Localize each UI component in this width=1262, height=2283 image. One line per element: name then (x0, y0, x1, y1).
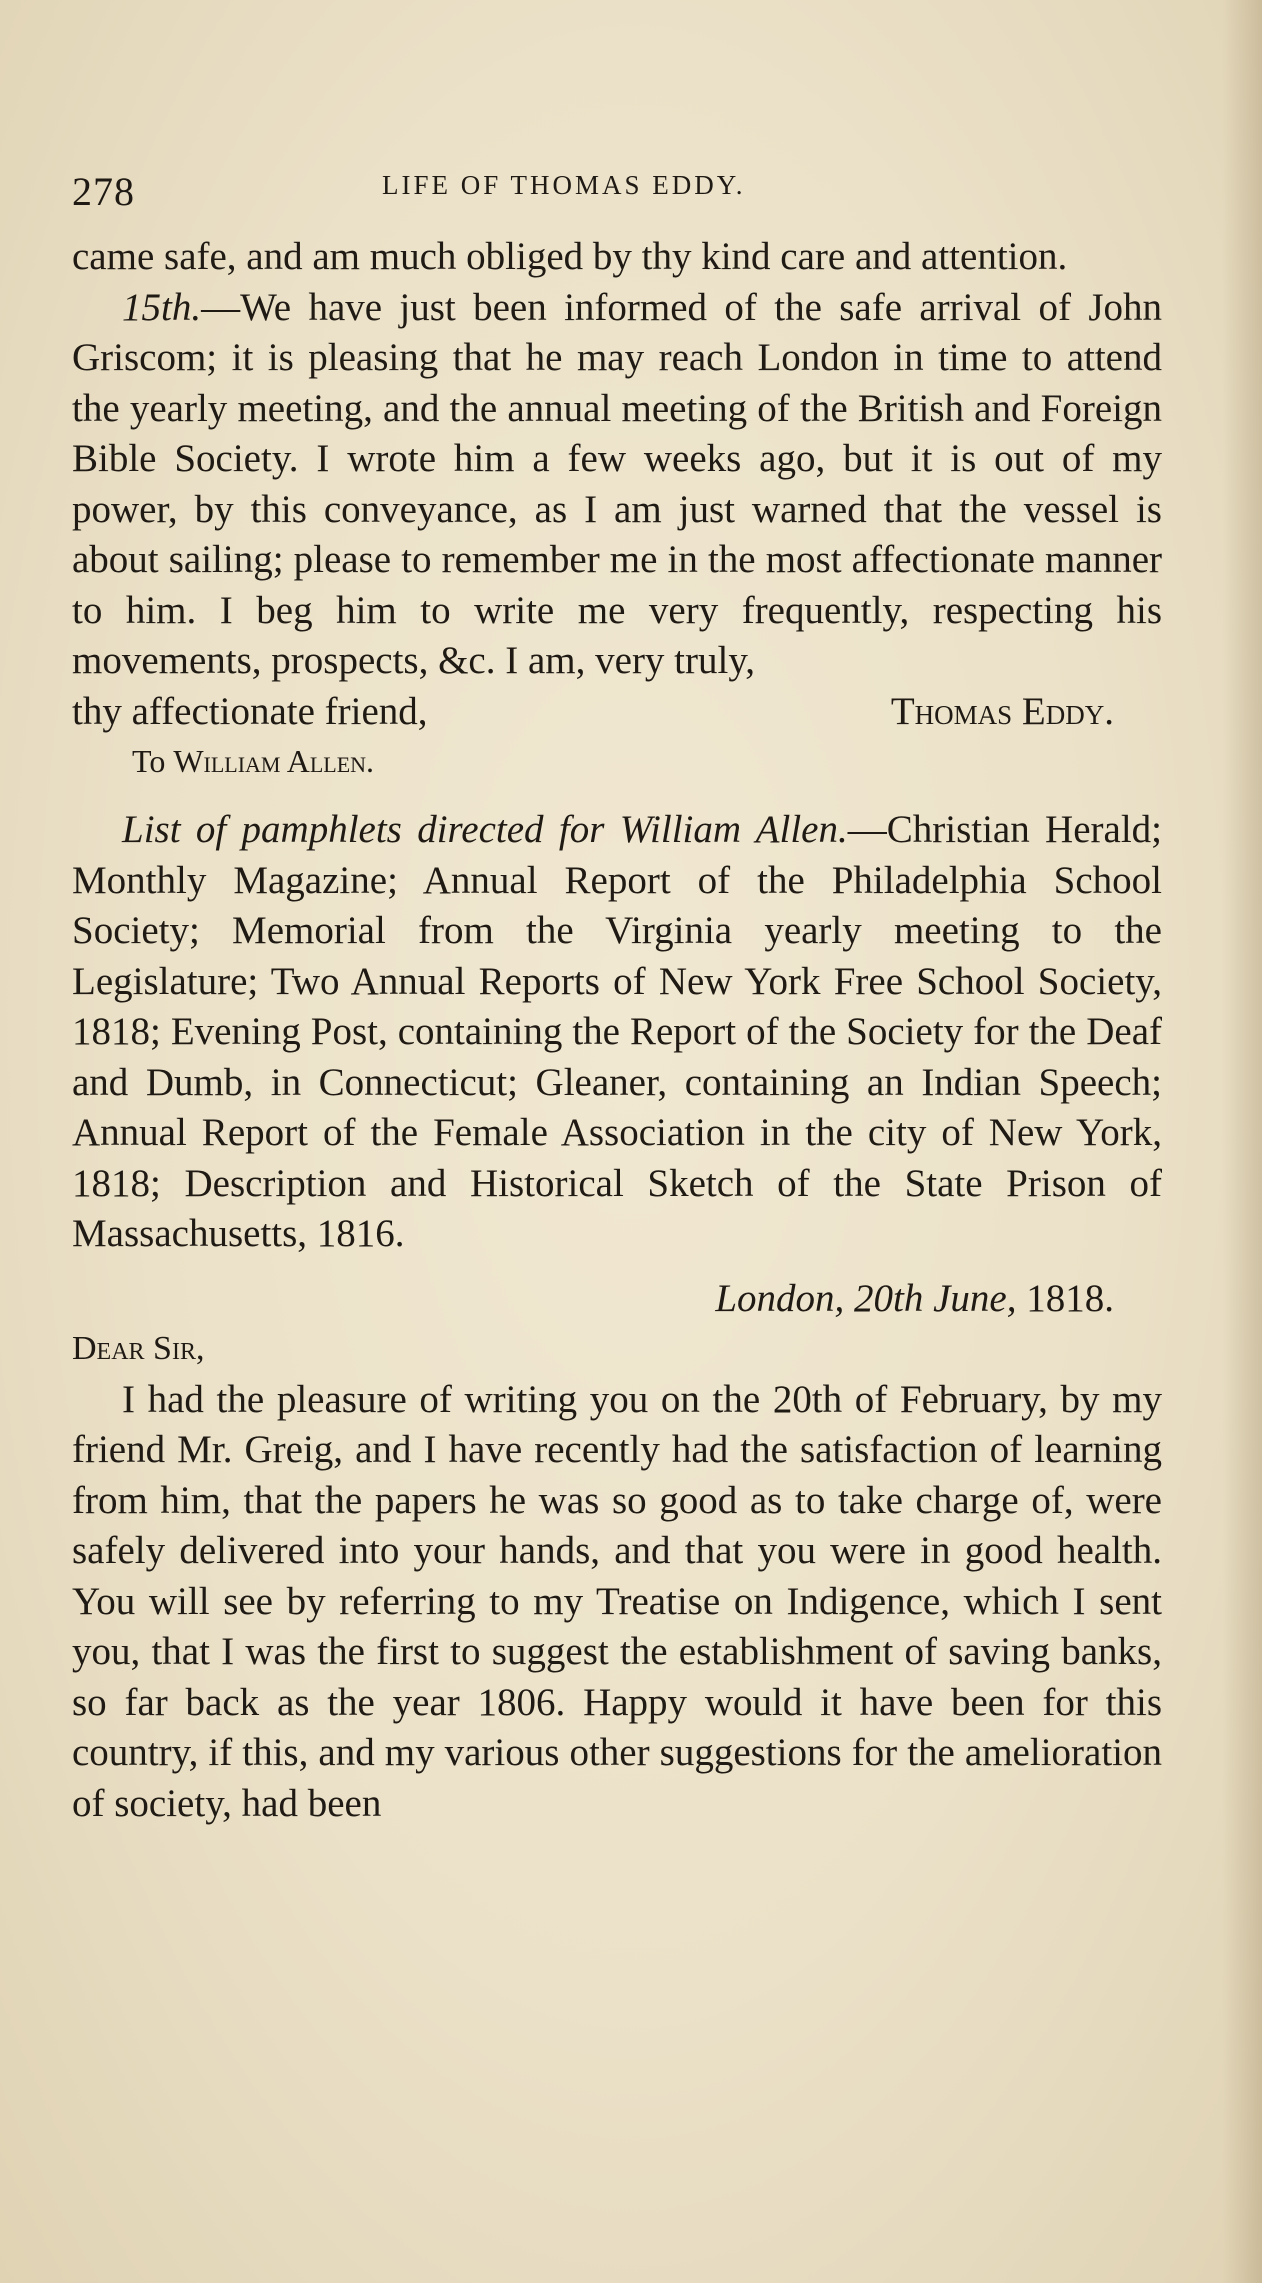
salutation: Dear Sir, (72, 1330, 205, 1367)
page-body (72, 232, 1162, 1829)
closing-text: thy affectionate friend, (72, 689, 428, 733)
running-head: LIFE OF THOMAS EDDY. (382, 170, 746, 200)
paragraph-15th-text: —We have just been informed of the safe arrival of John Griscom; it is pleasing that he may reach London in time to attend the yearly meeting, and the annual meeting of the British and Foreign Bible Society. I wrote him a few weeks ago, but it is out of my power, by this conveyance, as I am just warned that the vessel is about sailing; please to remember me in the most affectionate manner to him. I beg him to write me very frequently, respecting his movements, prospects, &c. I am, very truly, (72, 285, 1162, 682)
dateline-year: 1818. (1026, 1276, 1114, 1320)
addressee-name: William Allen. (173, 743, 375, 779)
pamphlet-list-text: —Christian Herald; Monthly Magazine; Annual Report of the Philadelphia School Society; Memorial from the Virginia yearly meeting to the Legislature; Two Annual Reports of New York Free School Society, 1818; Evening Post, containing the Report of the Society for the Deaf and Dumb, in Connecticut; Gleaner, containing an Indian Speech; Annual Report of the Female Association in the city of New York, 1818; Description and Historical Sketch of the State Prison of Massachusetts, 1816. (72, 808, 1163, 1255)
paragraph-15th (72, 283, 1162, 687)
page-edge-shadow (1222, 0, 1262, 2283)
page-header (72, 160, 1172, 220)
pamphlet-list-title: List of pamphlets directed for William Allen. (122, 808, 848, 851)
dateline-month: June, (933, 1276, 1017, 1320)
letter-paragraph: I had the pleasure of writing you on the 20th of February, by my friend Mr. Greig, and I have recently had the satisfaction of learning from him, that the papers he was so good as to take charge of, were safely delivered into your hands, and that you were in good health. You will see by referring to my Treatise on Indigence, which I sent you, that I was the first to suggest the establishment of saving banks, so far back as the year 1806. Happy would it have been for this country, if this, and my various other suggestions for the amelioration of society, had been (72, 1377, 1162, 1825)
addressee-line (72, 737, 1162, 785)
date-15th: 15th. (122, 285, 202, 329)
pamphlet-list (72, 805, 1162, 1260)
page-number: 278 (72, 169, 135, 214)
signature: Thomas Eddy. (890, 689, 1114, 733)
addressee-prefix: To (132, 743, 166, 779)
closing-line (72, 687, 1162, 738)
paragraph-continuation: came safe, and am much obliged by thy kind care and attention. (72, 235, 1068, 278)
dateline-day: 20th (854, 1276, 924, 1320)
letter-dateline (72, 1274, 1162, 1325)
dateline-place: London, (715, 1276, 845, 1320)
